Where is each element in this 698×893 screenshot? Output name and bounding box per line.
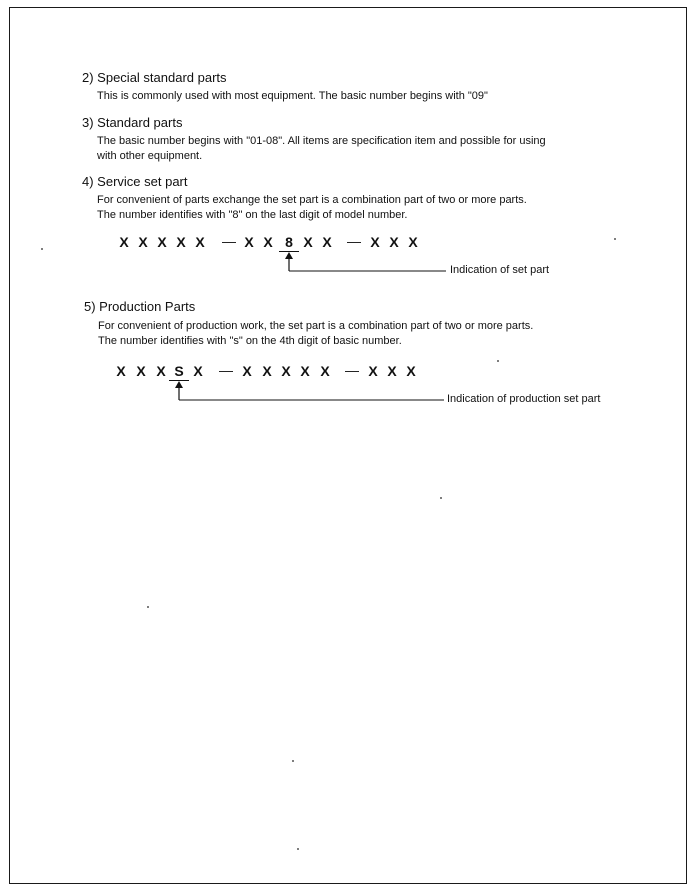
standard-parts-description-line1: The basic number begins with "01-08". All items are specification item and possible for using xyxy=(97,135,546,147)
code-char: X xyxy=(370,234,380,250)
code-char: X xyxy=(244,234,254,250)
code-char: X xyxy=(281,363,291,379)
code-char: X xyxy=(320,363,330,379)
service-set-description-line2: The number identifies with "8" on the last digit of model number. xyxy=(97,209,408,221)
scan-speck xyxy=(497,360,499,362)
section-title-standard-parts: 3) Standard parts xyxy=(82,115,183,130)
code-char: X xyxy=(195,234,205,250)
section-title-special-standard-parts: 2) Special standard parts xyxy=(82,70,227,85)
code-char: X xyxy=(242,363,252,379)
code-char: X xyxy=(156,363,166,379)
code-char: X xyxy=(136,363,146,379)
code-dash: — xyxy=(222,233,236,249)
code-char: X xyxy=(119,234,129,250)
code-char: X xyxy=(176,234,186,250)
code-char: X xyxy=(406,363,416,379)
code-char: X xyxy=(193,363,203,379)
set-part-indicator-arrow xyxy=(284,252,446,274)
code-char: X xyxy=(116,363,126,379)
code-char: X xyxy=(300,363,310,379)
code-char: X xyxy=(387,363,397,379)
code-dash: — xyxy=(345,362,359,378)
production-set-indicator-label: Indication of production set part xyxy=(447,393,601,405)
code-char: X xyxy=(322,234,332,250)
code-char: X xyxy=(157,234,167,250)
set-part-indicator-label: Indication of set part xyxy=(450,264,550,276)
code-char: X xyxy=(303,234,313,250)
scan-speck xyxy=(440,497,442,499)
section-title-production-parts: 5) Production Parts xyxy=(84,299,196,314)
production-parts-description-line2: The number identifies with "s" on the 4th digit of basic number. xyxy=(98,335,402,347)
scan-speck xyxy=(614,238,616,240)
scan-speck xyxy=(147,606,149,608)
code-char: X xyxy=(368,363,378,379)
code-dash: — xyxy=(347,233,361,249)
standard-parts-description-line2: with other equipment. xyxy=(97,150,203,162)
scan-speck xyxy=(41,248,43,250)
code-char: X xyxy=(262,363,272,379)
production-set-digit: S xyxy=(174,363,184,379)
service-set-description-line1: For convenient of parts exchange the set part is a combination part of two or more parts. xyxy=(97,194,527,206)
section-title-service-set-part: 4) Service set part xyxy=(82,174,188,189)
code-char: X xyxy=(389,234,399,250)
scan-speck xyxy=(292,760,294,762)
code-char: X xyxy=(408,234,418,250)
set-part-digit: 8 xyxy=(285,234,293,250)
production-set-indicator-arrow xyxy=(174,381,444,403)
special-standard-description: This is commonly used with most equipment. The basic number begins with "09" xyxy=(97,90,488,102)
production-parts-description-line1: For convenient of production work, the set part is a combination part of two or more parts. xyxy=(98,320,534,332)
scan-speck xyxy=(297,848,299,850)
code-dash: — xyxy=(219,362,233,378)
code-char: X xyxy=(263,234,273,250)
code-char: X xyxy=(138,234,148,250)
